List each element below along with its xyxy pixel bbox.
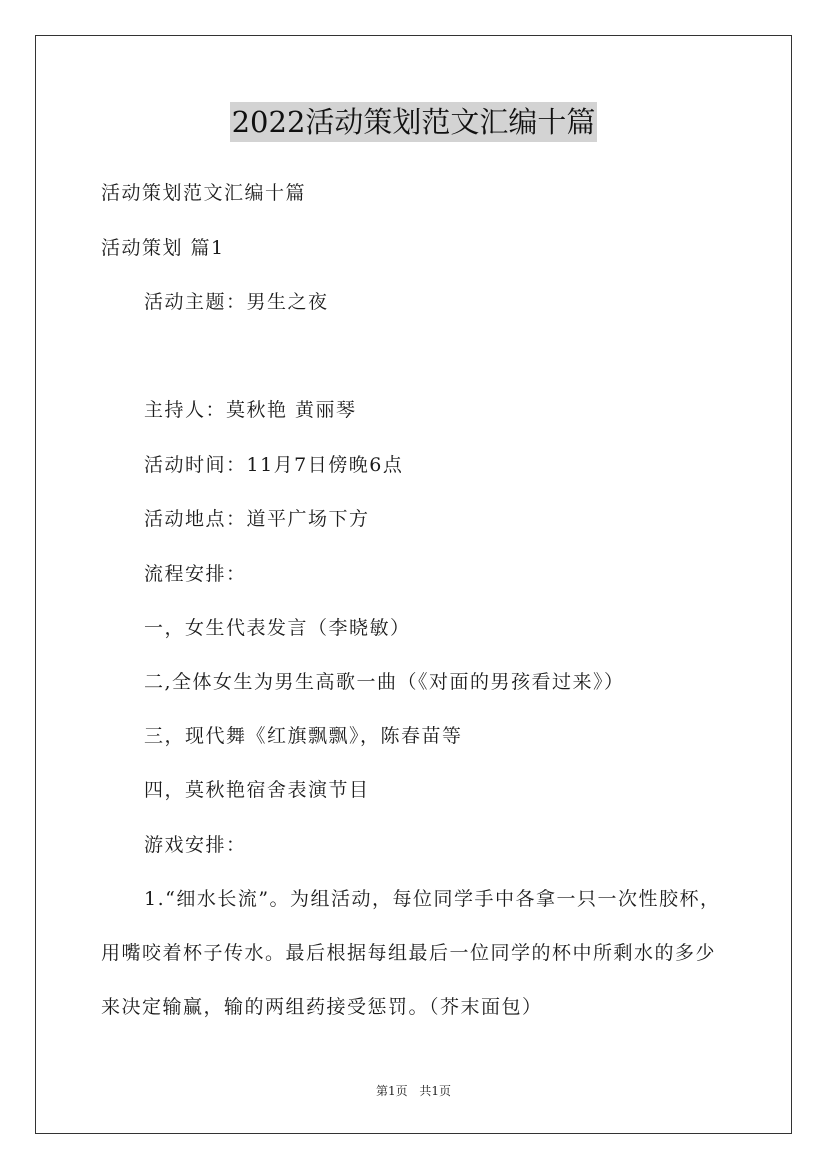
page-total: 共1页 [419,1084,452,1098]
subtitle-line: 活动策划范文汇编十篇 [101,182,307,204]
paragraph-process-item-2: 二,全体女生为男生高歌一曲（《对面的男孩看过来》） [144,671,625,693]
paragraph-game-item-1-line-1: 1.“细水长流”。为组活动，每位同学手中各拿一只一次性胶杯， [144,888,721,910]
title-container [0,102,827,142]
paragraph-game-item-1-line-3: 来决定输赢，输的两组药接受惩罚。（芥末面包） [101,996,543,1018]
page-number: 第1页 [375,1084,408,1098]
section-heading: 活动策划 篇1 [101,237,225,259]
paragraph-process-item-4: 四，莫秋艳宿舍表演节目 [144,779,370,801]
paragraph-host: 主持人：莫秋艳 黄丽琴 [144,399,357,421]
paragraph-process-heading: 流程安排： [144,563,247,585]
page-footer [0,1083,827,1099]
paragraph-game-item-1-line-2: 用嘴咬着杯子传水。最后根据每组最后一位同学的杯中所剩水的多少 [101,942,717,964]
paragraph-theme: 活动主题：男生之夜 [144,291,329,313]
paragraph-process-item-3: 三，现代舞《红旗飘飘》，陈春苗等 [144,725,463,747]
paragraph-process-item-1: 一，女生代表发言（李晓敏） [144,617,411,639]
paragraph-location: 活动地点：道平广场下方 [144,508,370,530]
paragraph-game-heading: 游戏安排： [144,834,247,856]
document-title: 2022活动策划范文汇编十篇 [230,102,598,142]
paragraph-time: 活动时间：11月7日傍晚6点 [144,454,404,476]
